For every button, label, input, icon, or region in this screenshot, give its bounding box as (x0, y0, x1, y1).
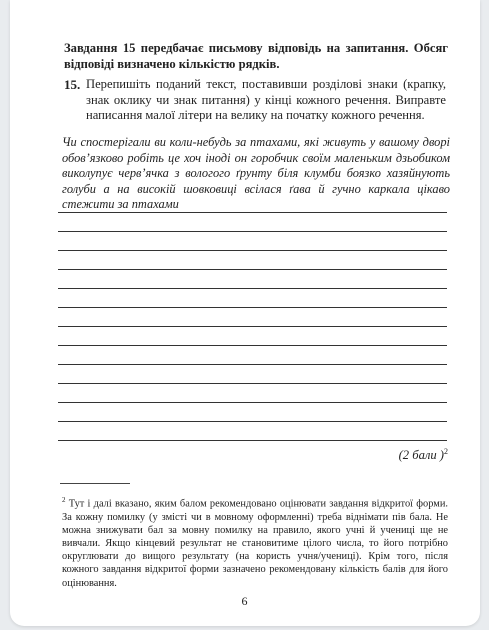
answer-line[interactable] (58, 383, 447, 384)
answer-line[interactable] (58, 269, 447, 270)
points-footnote-mark: 2 (444, 447, 448, 456)
answer-line[interactable] (58, 250, 447, 251)
footnote-divider (60, 483, 130, 484)
footnote-text: Тут і далі вказано, яким балом рекомендовано оцінювати завдання відкритої форми. За кожну помилку (у змісті чи в мовному оформленні) треба віднімати пів бала. Не можна знижувати бал за мовну помилку на правило, якого учні й учениці ще не вивчали. Якщо кінцевий результат не становитиме цілого числа, то його потрібно округлювати до вищого результату (на користь учня/учениці). Крім того, після кожного завдання відкритої форми зазначено рекомендовану кількість балів для його оцінювання. (62, 498, 448, 589)
footnote (62, 494, 448, 590)
task-intro: Завдання 15 передбачає письмову відповідь на запитання. Обсяг відповіді визначено кількістю рядків. (64, 41, 448, 71)
answer-line[interactable] (58, 326, 447, 327)
answer-line[interactable] (58, 307, 447, 308)
answer-line[interactable] (58, 288, 447, 289)
points-label (330, 447, 448, 463)
footnote-mark: 2 (62, 496, 66, 504)
answer-line[interactable] (58, 440, 447, 441)
task-number: 15. (64, 77, 81, 92)
answer-line[interactable] (58, 421, 447, 422)
answer-line[interactable] (58, 364, 447, 365)
answer-line[interactable] (58, 212, 447, 213)
answer-line[interactable] (58, 231, 447, 232)
points-text: (2 бали ) (398, 448, 444, 463)
answer-line[interactable] (58, 402, 447, 403)
exercise-passage: Чи спостерігали ви коли-небудь за птахами, які живуть у вашому дворі обов’язково робіть це хоч іноді он горобчик своїм маленьким дзьобиком виколупує черв’ячка з вологого ґрунту біля клумби боязко хазяйнують голуби а на високій шовковиці всілася ґава й гучно каркала цікаво стежити за птахами (62, 135, 450, 211)
page-number: 6 (241, 594, 248, 608)
answer-line[interactable] (58, 345, 447, 346)
task-instruction: Перепишіть поданий текст, поставивши розділові знаки (крапку, знак оклику чи знак питання) у кінці кожного речення. Виправте написання малої літери на велику на початку кожного речення. (86, 77, 446, 122)
